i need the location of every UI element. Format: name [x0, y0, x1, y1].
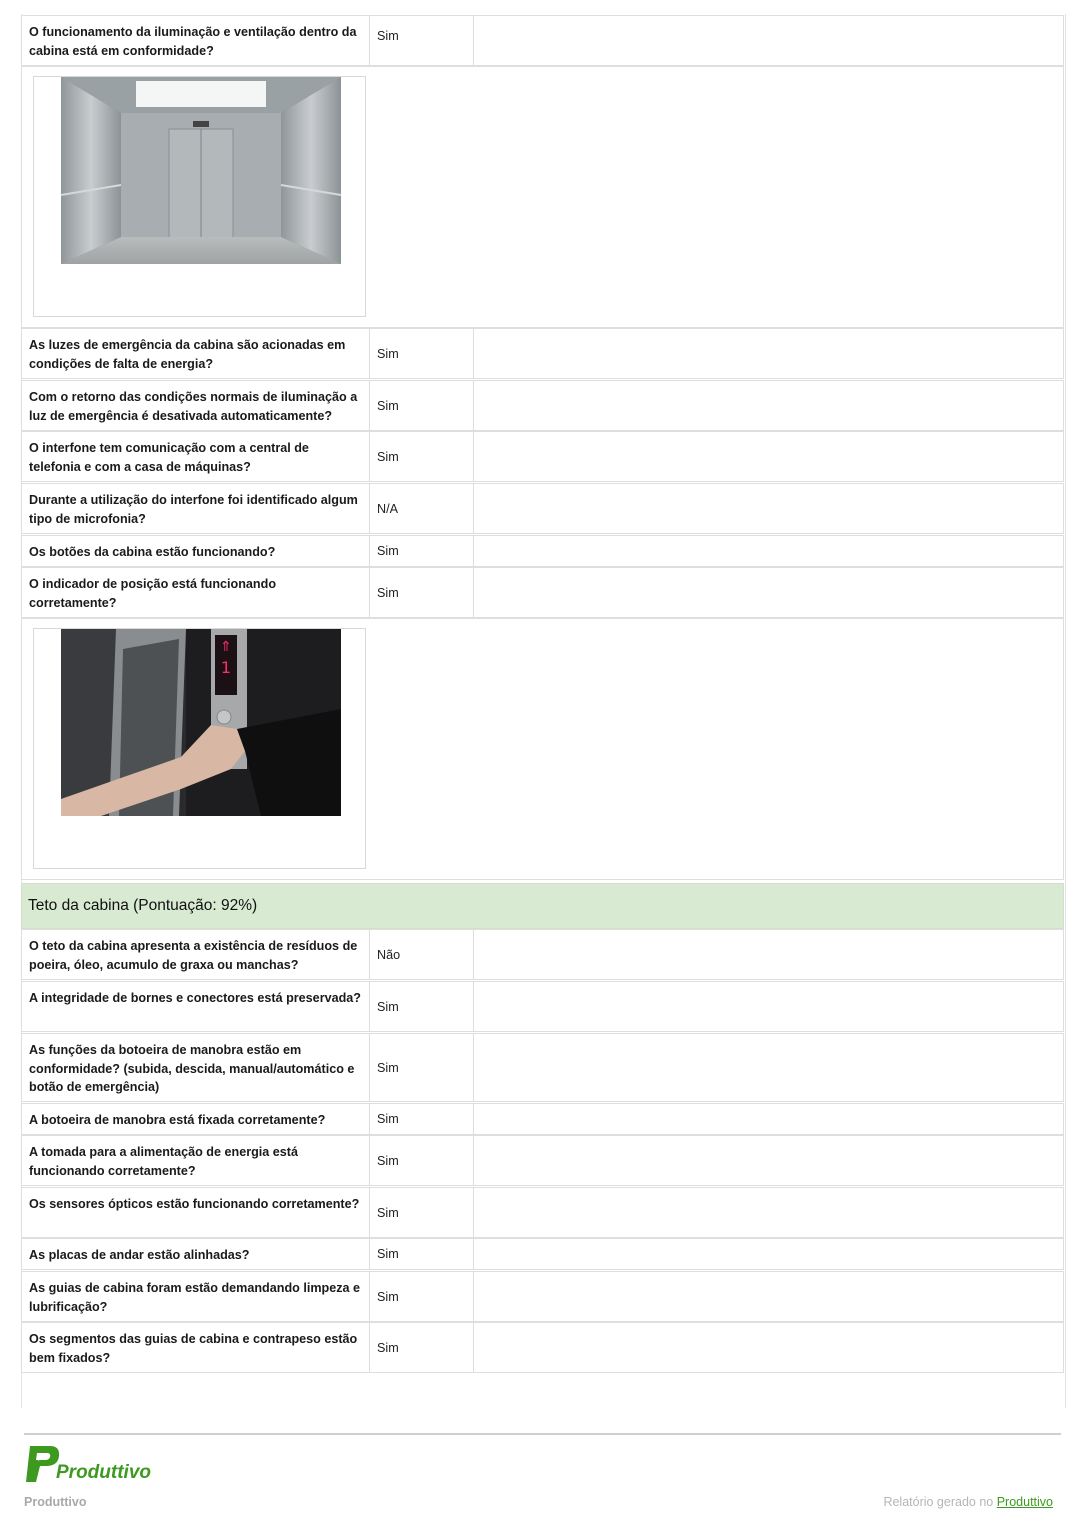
answer-value: Sim — [370, 16, 474, 65]
question-text: As luzes de emergência da cabina são acionadas em condições de falta de energia? — [22, 329, 370, 378]
question-text: Os segmentos das guias de cabina e contrapeso estão bem fixados? — [22, 1323, 370, 1372]
checklist-row — [21, 981, 1064, 1032]
generated-by — [883, 1495, 1053, 1509]
footer-divider — [24, 1433, 1061, 1435]
question-text: O interfone tem comunicação com a central de telefonia e com a casa de máquinas? — [22, 432, 370, 481]
answer-value: Sim — [370, 568, 474, 617]
generated-prefix: Relatório gerado no — [883, 1495, 997, 1509]
answer-value: Sim — [370, 1239, 474, 1269]
answer-value: Sim — [370, 381, 474, 430]
comment-cell — [474, 1104, 1063, 1134]
answer-value: Sim — [370, 432, 474, 481]
question-text: Com o retorno das condições normais de iluminação a luz de emergência é desativada automaticamente? — [22, 381, 370, 430]
question-text: A botoeira de manobra está fixada corretamente? — [22, 1104, 370, 1134]
produttivo-link[interactable]: Produttivo — [996, 1495, 1053, 1509]
checklist-row — [21, 1271, 1064, 1322]
comment-cell — [474, 930, 1063, 979]
footer-brand: Produttivo — [24, 1495, 87, 1509]
elevator-cabin-interior-photo — [61, 77, 341, 264]
checklist-row — [21, 1238, 1064, 1270]
photo-row — [21, 618, 1064, 880]
checklist-row — [21, 328, 1064, 379]
answer-value: Sim — [370, 1034, 474, 1101]
checklist-row — [21, 483, 1064, 534]
checklist-row — [21, 15, 1064, 66]
comment-cell — [474, 1136, 1063, 1185]
question-text: Os sensores ópticos estão funcionando corretamente? — [22, 1188, 370, 1237]
elevator-call-button-photo — [61, 629, 341, 816]
checklist-row — [21, 929, 1064, 980]
answer-value: Não — [370, 930, 474, 979]
comment-cell — [474, 432, 1063, 481]
answer-value: Sim — [370, 1323, 474, 1372]
photo-thumbnail[interactable] — [33, 76, 366, 317]
question-text: O teto da cabina apresenta a existência de resíduos de poeira, óleo, acumulo de graxa ou manchas? — [22, 930, 370, 979]
checklist-row — [21, 431, 1064, 482]
answer-value: Sim — [370, 1136, 474, 1185]
answer-value: N/A — [370, 484, 474, 533]
comment-cell — [474, 536, 1063, 566]
comment-cell — [474, 16, 1063, 65]
comment-cell — [474, 329, 1063, 378]
comment-cell — [474, 982, 1063, 1031]
question-text: O funcionamento da iluminação e ventilação dentro da cabina está em conformidade? — [22, 16, 370, 65]
comment-cell — [474, 1323, 1063, 1372]
question-text: A tomada para a alimentação de energia está funcionando corretamente? — [22, 1136, 370, 1185]
question-text: Durante a utilização do interfone foi identificado algum tipo de microfonia? — [22, 484, 370, 533]
comment-cell — [474, 568, 1063, 617]
answer-value: Sim — [370, 1104, 474, 1134]
question-text: As placas de andar estão alinhadas? — [22, 1239, 370, 1269]
checklist-row — [21, 1187, 1064, 1238]
comment-cell — [474, 1188, 1063, 1237]
section-header: Teto da cabina (Pontuação: 92%) — [21, 883, 1064, 929]
comment-cell — [474, 1272, 1063, 1321]
checklist-row — [21, 567, 1064, 618]
comment-cell — [474, 1239, 1063, 1269]
comment-cell — [474, 484, 1063, 533]
comment-cell — [474, 1034, 1063, 1101]
answer-value: Sim — [370, 329, 474, 378]
checklist-row — [21, 380, 1064, 431]
question-text: O indicador de posição está funcionando corretamente? — [22, 568, 370, 617]
photo-thumbnail[interactable] — [33, 628, 366, 869]
checklist-row — [21, 535, 1064, 567]
question-text: As guias de cabina foram estão demandando limpeza e lubrificação? — [22, 1272, 370, 1321]
photo-row — [21, 66, 1064, 328]
checklist-row — [21, 1033, 1064, 1102]
answer-value: Sim — [370, 982, 474, 1031]
answer-value: Sim — [370, 536, 474, 566]
svg-text:⇑: ⇑ — [220, 639, 232, 655]
logo-wordmark: Produttivo — [56, 1462, 151, 1483]
svg-text:1: 1 — [220, 658, 232, 677]
answer-value: Sim — [370, 1188, 474, 1237]
produttivo-logo — [24, 1444, 151, 1489]
checklist-row — [21, 1103, 1064, 1135]
answer-value: Sim — [370, 1272, 474, 1321]
question-text: A integridade de bornes e conectores está preservada? — [22, 982, 370, 1031]
checklist-row — [21, 1135, 1064, 1186]
question-text: As funções da botoeira de manobra estão em conformidade? (subida, descida, manual/automático e botão de emergência) — [22, 1034, 370, 1101]
checklist-row — [21, 1322, 1064, 1373]
question-text: Os botões da cabina estão funcionando? — [22, 536, 370, 566]
comment-cell — [474, 381, 1063, 430]
